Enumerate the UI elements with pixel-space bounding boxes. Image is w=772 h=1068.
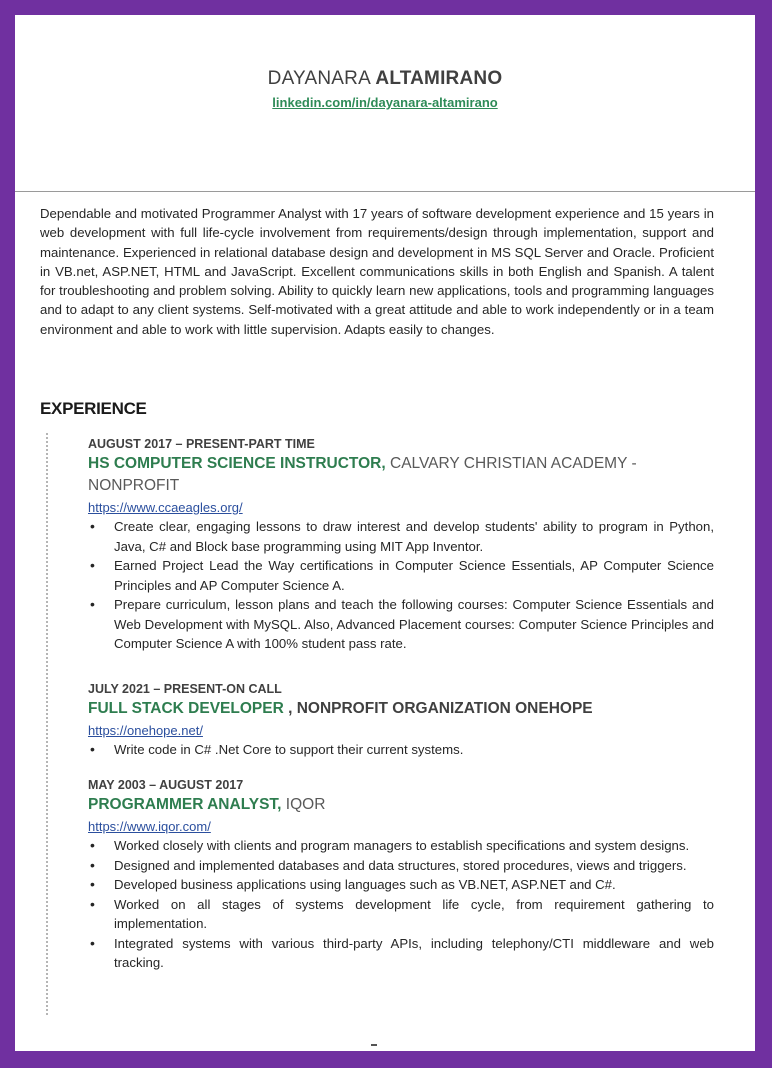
job-bullets xyxy=(88,517,714,654)
resume-page xyxy=(15,15,755,1051)
last-name: ALTAMIRANO xyxy=(375,68,503,89)
job-bullets xyxy=(88,740,714,760)
list-item: • Earned Project Lead the Way certifications in Computer Science Essentials, AP Computer Science Principles and AP Computer Science A. xyxy=(88,556,714,595)
list-item: • Worked closely with clients and program managers to establish specifications and system designs. xyxy=(88,836,714,856)
page-footer-mark xyxy=(371,1044,377,1046)
job-title xyxy=(88,698,714,720)
job-title xyxy=(88,794,714,816)
job-role: FULL STACK DEVELOPER xyxy=(88,700,284,717)
candidate-name xyxy=(15,68,755,90)
first-name: DAYANARA xyxy=(267,68,370,89)
list-item: • Developed business applications using languages such as VB.NET, ASP.NET and C#. xyxy=(88,875,714,895)
job-role: PROGRAMMER ANALYST, xyxy=(88,796,282,813)
job-organization: CALVARY CHRISTIAN ACADEMY - NONPROFIT xyxy=(88,455,637,494)
job-entry xyxy=(88,435,714,654)
job-organization: , NONPROFIT ORGANIZATION ONEHOPE xyxy=(283,700,593,717)
job-role: HS COMPUTER SCIENCE INSTRUCTOR, xyxy=(88,455,386,472)
list-item: • Create clear, engaging lessons to draw interest and develop students' ability to program in Python, Java, C# and Block base programming using MIT App Inventor. xyxy=(88,517,714,556)
job-entry xyxy=(88,680,714,760)
linkedin-link[interactable]: linkedin.com/in/dayanara-altamirano xyxy=(272,95,498,110)
list-item: • Worked on all stages of systems development life cycle, from requirement gathering to implementation. xyxy=(88,895,714,934)
job-url-link[interactable]: https://www.iqor.com/ xyxy=(88,819,211,834)
timeline-dotted-line xyxy=(46,433,48,1015)
job-url-link[interactable]: https://onehope.net/ xyxy=(88,723,203,738)
list-item: • Integrated systems with various third-party APIs, including telephony/CTI middleware and web tracking. xyxy=(88,934,714,973)
list-item: • Prepare curriculum, lesson plans and teach the following courses: Computer Science Essentials and Web Development with MySQL. Also, Advanced Placement courses: Computer Science Principles and Computer Science A with 100% student pass rate. xyxy=(88,595,714,654)
header-divider xyxy=(15,191,755,192)
job-title xyxy=(88,453,714,497)
experience-heading: EXPERIENCE xyxy=(40,399,147,418)
job-organization: IQOR xyxy=(281,796,326,813)
list-item: • Write code in C# .Net Core to support their current systems. xyxy=(88,740,714,760)
job-url-link[interactable]: https://www.ccaeagles.org/ xyxy=(88,500,243,515)
list-item: • Designed and implemented databases and data structures, stored procedures, views and triggers. xyxy=(88,856,714,876)
job-dates: JULY 2021 – PRESENT-ON CALL xyxy=(88,682,282,696)
job-dates: MAY 2003 – AUGUST 2017 xyxy=(88,778,244,792)
professional-summary: Dependable and motivated Programmer Analyst with 17 years of software development experience and 15 years in web development with full life-cycle involvement from requirements/design through implementation, support and maintenance. Experienced in relational database design and development in MS SQL Server and Oracle. Proficient in VB.net, ASP.NET, HTML and JavaScript. Excellent communications skills in both English and Spanish. A talent for troubleshooting and problem solving. Ability to quickly learn new applications, tools and programming languages and to adapt to any client systems. Self-motivated with a great attitude and able to work independently or in a team environment and able to work with little supervision. Adapts easily to changes. xyxy=(40,206,714,337)
job-bullets xyxy=(88,836,714,973)
job-dates: AUGUST 2017 – PRESENT-PART TIME xyxy=(88,437,315,451)
job-entry xyxy=(88,776,714,973)
